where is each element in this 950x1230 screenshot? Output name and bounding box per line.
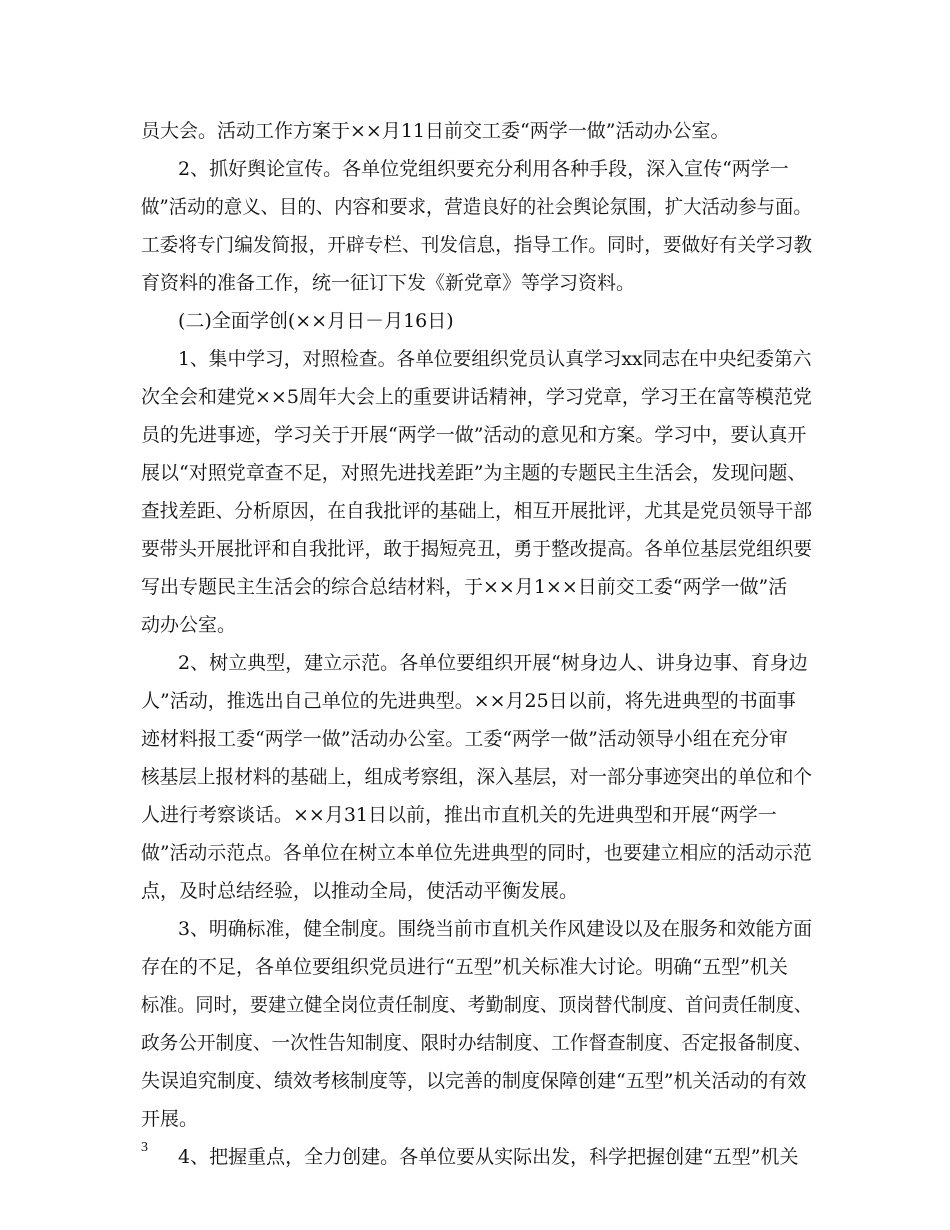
- page-number: 3: [141, 1140, 148, 1155]
- text-line: 做”活动示范点。各单位在树立本单位先进典型的同时，也要建立相应的活动示范: [141, 842, 812, 864]
- text-line: 1、集中学习，对照检查。各单位要组织党员认真学习xx同志在中央纪委第六: [178, 348, 812, 370]
- text-line: 写出专题民主生活会的综合总结材料，于××月1××日前交工委“两学一做”活: [141, 576, 788, 598]
- text-line: 存在的不足，各单位要组织党员进行“五型”机关标准大讨论。明确“五型”机关: [141, 956, 788, 978]
- text-line: 动办公室。: [141, 614, 237, 636]
- text-line: 员的先进事迹，学习关于开展“两学一做”活动的意见和方案。学习中，要认真开: [141, 424, 807, 446]
- section-heading: (二)全面学创(××月日－月16日): [178, 310, 454, 332]
- text-line: 次全会和建党××5周年大会上的重要讲话精神，学习党章，学习王在富等模范党: [141, 386, 812, 408]
- text-line: 标准。同时，要建立健全岗位责任制度、考勤制度、顶岗替代制度、首问责任制度、: [141, 994, 813, 1016]
- text-line: 育资料的准备工作，统一征订下发《新党章》等学习资料。: [141, 272, 636, 294]
- text-line: 核基层上报材料的基础上，组成考察组，深入基层，对一部分事迹突出的单位和个: [141, 766, 813, 788]
- text-line: 失误追究制度、绩效考核制度等，以完善的制度保障创建“五型”机关活动的有效: [141, 1070, 807, 1092]
- text-line: 要带头开展批评和自我批评，敢于揭短亮丑，勇于整改提高。各单位基层党组织要: [141, 538, 813, 560]
- text-line: 查找差距、分析原因，在自我批评的基础上，相互开展批评，尤其是党员领导干部: [141, 500, 813, 522]
- text-line: 迹材料报工委“两学一做”活动办公室。工委“两学一做”活动领导小组在充分审: [141, 728, 788, 750]
- text-line: 做”活动的意义、目的、内容和要求，营造良好的社会舆论氛围，扩大活动参与面。: [141, 196, 812, 218]
- text-line: 4、把握重点，全力创建。各单位要从实际出发，科学把握创建“五型”机关: [178, 1146, 799, 1168]
- text-line: 2、树立典型，建立示范。各单位要组织开展“树身边人、讲身边事、育身边: [178, 652, 808, 674]
- text-line: 展以“对照党章查不足，对照先进找差距”为主题的专题民主生活会，发现问题、: [141, 462, 807, 484]
- text-line: 政务公开制度、一次性告知制度、限时办结制度、工作督查制度、否定报备制度、: [141, 1032, 813, 1054]
- text-line: 工委将专门编发简报，开辟专栏、刊发信息，指导工作。同时，要做好有关学习教: [141, 234, 813, 256]
- text-line: 3、明确标准，健全制度。围绕当前市直机关作风建设以及在服务和效能方面: [178, 918, 813, 940]
- text-line: 开展。: [141, 1108, 199, 1130]
- text-line: 人”活动，推选出自己单位的先进典型。××月25日以前，将先进典型的书面事: [141, 690, 796, 712]
- text-line: 人进行考察谈话。××月31日以前，推出市直机关的先进典型和开展“两学一: [141, 804, 777, 826]
- text-line: 员大会。活动工作方案于××月11日前交工委“两学一做”活动办公室。: [141, 120, 730, 142]
- text-line: 点，及时总结经验，以推动全局，使活动平衡发展。: [141, 880, 579, 902]
- text-line: 2、抓好舆论宣传。各单位党组织要充分利用各种手段，深入宣传“两学一: [178, 158, 789, 180]
